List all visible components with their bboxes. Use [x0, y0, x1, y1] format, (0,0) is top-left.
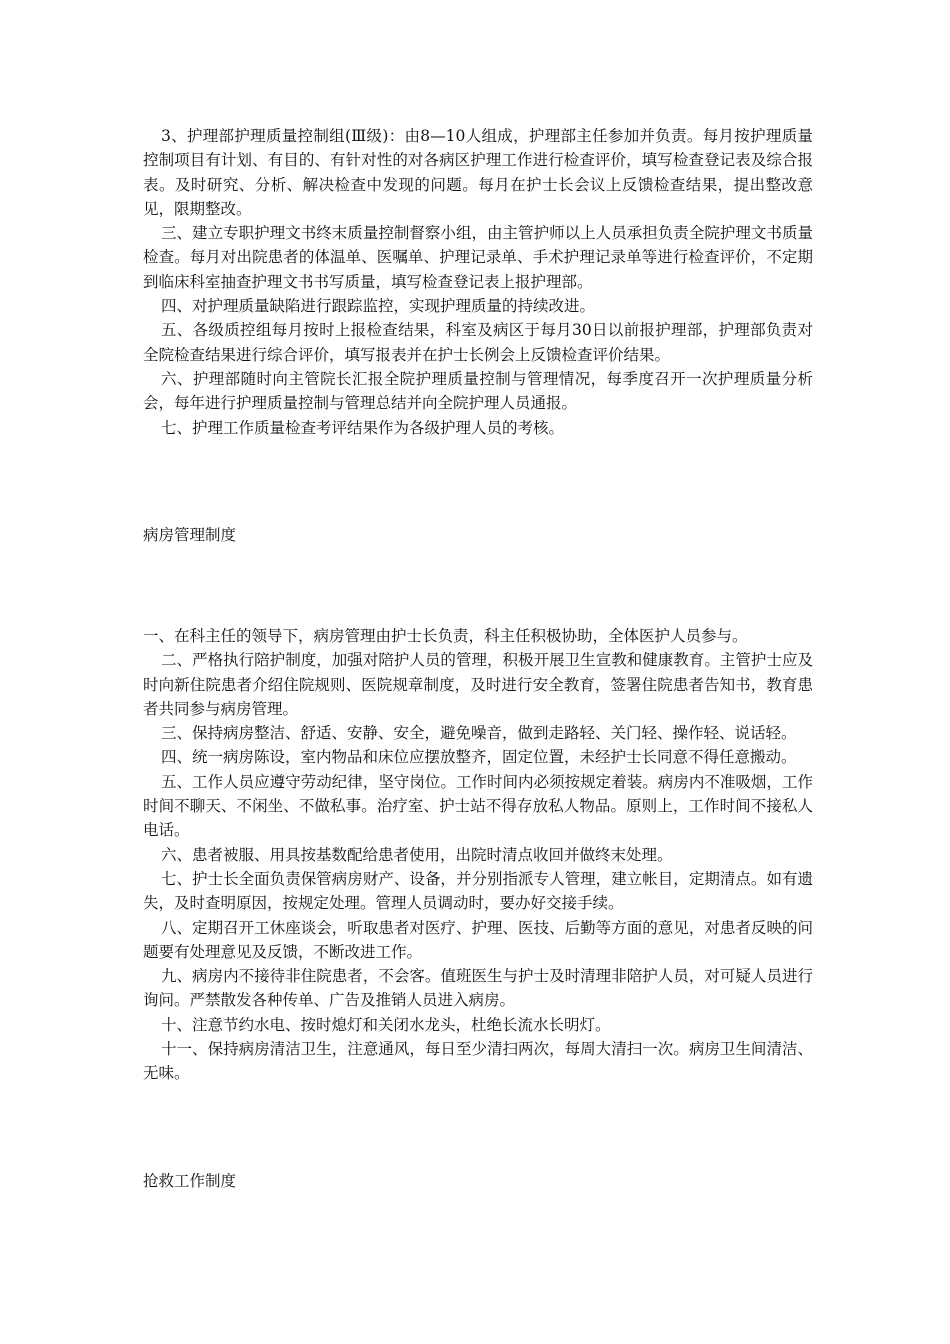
paragraph: 六、患者被服、用具按基数配给患者使用，出院时清点收回并做终末处理。 [161, 845, 673, 864]
paragraph: 四、对护理质量缺陷进行跟踪监控，实现护理质量的持续改进。 [161, 297, 596, 316]
quality-control-section [143, 124, 813, 440]
paragraph: 四、统一病房陈设，室内物品和床位应摆放整齐，固定位置，未经护士长同意不得任意搬动。 [161, 748, 797, 767]
paragraph: 七、护士长全面负责保管病房财产、设备，并分别指派专人管理，建立帐目，定期清点。如有遗失，及时查明原因，按规定处理。管理人员调动时，要办好交接手续。 [143, 869, 813, 913]
paragraph: 六、护理部随时向主管院长汇报全院护理质量控制与管理情况，每季度召开一次护理质量分析会，每年进行护理质量控制与管理总结并向全院护理人员通报。 [143, 369, 813, 413]
ward-management-section [143, 624, 813, 1086]
paragraph: 五、各级质控组每月按时上报检查结果，科室及病区于每月30日以前报护理部，护理部负责对全院检查结果进行综合评价，填写报表并在护士长例会上反馈检查评价结果。 [143, 321, 813, 364]
paragraph: 一、在科主任的领导下，病房管理由护士长负责，科主任积极协助，全体医护人员参与。 [143, 627, 748, 645]
ward-management-title: 病房管理制度 [143, 526, 237, 544]
paragraph: 五、工作人员应遵守劳动纪律，坚守岗位。工作时间内必须按规定着装。病房内不准吸烟，工作时间不聊天、不闲坐、不做私事。治疗室、护士站不得存放私人物品。原则上，工作时间不接私人电话。 [143, 772, 813, 840]
rescue-work-title: 抢救工作制度 [143, 1172, 237, 1190]
paragraph: 七、护理工作质量检查考评结果作为各级护理人员的考核。 [161, 418, 565, 437]
paragraph: 十一、保持病房清洁卫生，注意通风，每日至少清扫两次，每周大清扫一次。病房卫生间清洁、无味。 [143, 1040, 813, 1083]
paragraph: 十、注意节约水电、按时熄灯和关闭水龙头，杜绝长流水长明灯。 [161, 1015, 611, 1034]
paragraph: 二、严格执行陪护制度，加强对陪护人员的管理，积极开展卫生宣教和健康教育。主管护士应及时向新住院患者介绍住院规则、医院规章制度，及时进行安全教育，签署住院患者告知书，教育患者共同参与病房管理。 [143, 651, 813, 718]
paragraph: 三、保持病房整洁、舒适、安静、安全，避免噪音，做到走路轻、关门轻、操作轻、说话轻。 [161, 724, 797, 743]
paragraph: 三、建立专职护理文书终末质量控制督察小组，由主管护师以上人员承担负责全院护理文书质量检查。每月对出院患者的体温单、医嘱单、护理记录单、手术护理记录单等进行检查评价，不定期到临床科室抽查护理文书书写质量，填写检查登记表上报护理部。 [143, 224, 813, 291]
paragraph: 九、病房内不接待非住院患者，不会客。值班医生与护士及时清理非陪护人员，对可疑人员进行询问。严禁散发各种传单、广告及推销人员进入病房。 [143, 967, 813, 1010]
paragraph: 八、定期召开工休座谈会，听取患者对医疗、护理、医技、后勤等方面的意见，对患者反映的问题要有处理意见及反馈，不断改进工作。 [143, 918, 813, 961]
paragraph: 3、护理部护理质量控制组(Ⅲ级)：由8—10人组成，护理部主任参加并负责。每月按护理质量控制项目有计划、有目的、有针对性的对各病区护理工作进行检查评价，填写检查登记表及综合报表。及时研究、分析、解决检查中发现的问题。每月在护士长会议上反馈检查结果，提出整改意见，限期整改。 [143, 127, 813, 218]
